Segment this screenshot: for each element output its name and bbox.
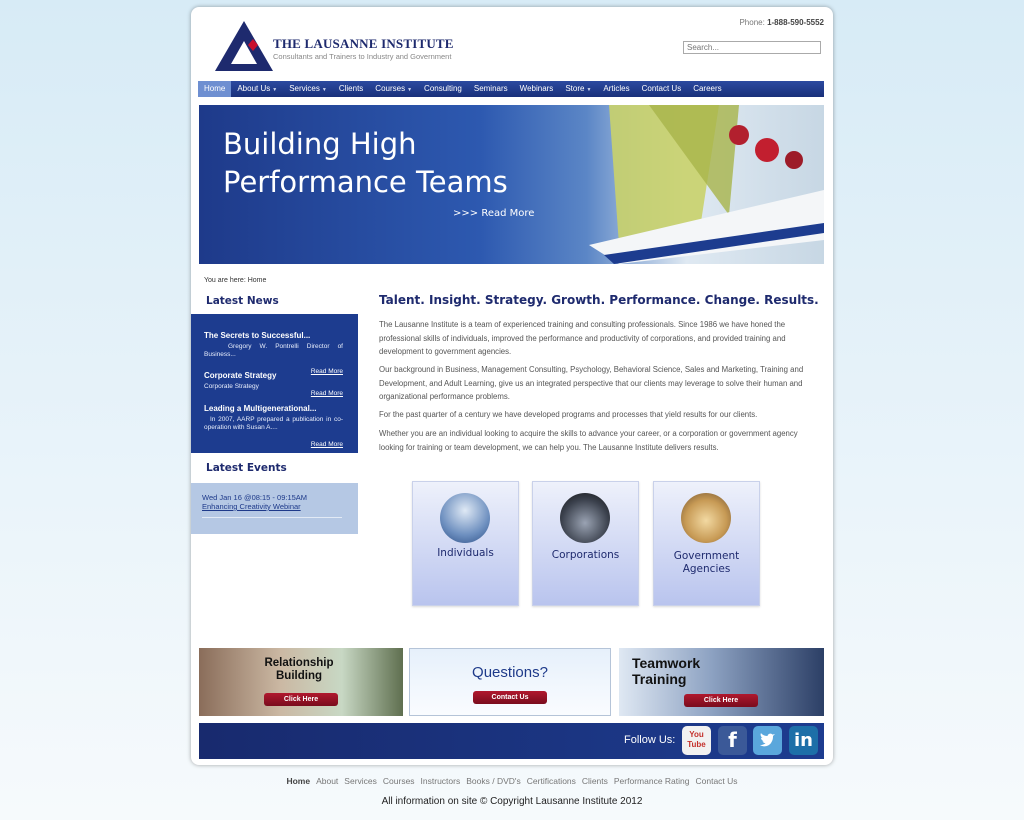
youtube-icon[interactable]: You Tube — [682, 726, 711, 755]
hero-headline: Building High Performance Teams — [223, 127, 508, 199]
latest-events-title: Latest Events — [206, 462, 287, 474]
main-nav — [198, 81, 824, 97]
follow-us-label: Follow Us: — [624, 734, 676, 746]
search-input[interactable] — [683, 41, 821, 54]
footer-link-services[interactable]: Services — [344, 776, 377, 786]
chevron-down-icon: ▼ — [321, 87, 327, 93]
closing-paragraph: Whether you are an individual looking to acquire the skills to advance your career, or a corporation or government agency looking for training or team development, we can help you. The Lausanne Institute delivers results. — [379, 429, 798, 452]
breadcrumb: You are here: Home — [204, 277, 267, 284]
chevron-down-icon: ▼ — [586, 87, 592, 93]
teamwork-training-banner[interactable] — [619, 648, 824, 716]
footer-link-contact-us[interactable]: Contact Us — [695, 776, 738, 786]
linkedin-icon[interactable]: in — [789, 726, 818, 755]
history-paragraph: For the past quarter of a century we have developed programs and processes that yield results for our clients. — [379, 410, 758, 419]
footer-link-clients[interactable]: Clients — [581, 776, 608, 786]
relationship-building-banner[interactable] — [199, 648, 403, 716]
main-heading: Talent. Insight. Strategy. Growth. Performance. Change. Results. — [379, 293, 819, 307]
nav-item-seminars[interactable]: Seminars — [473, 84, 508, 93]
card-label: Government Agencies — [673, 550, 740, 575]
sailboat-image — [589, 105, 824, 264]
divider — [202, 517, 342, 518]
nav-item-webinars[interactable]: Webinars — [519, 84, 554, 93]
lausanne-logo[interactable] — [213, 19, 275, 72]
news-excerpt: Gregory W. Pontrelli Director of Business... — [204, 343, 343, 358]
news-item — [204, 404, 343, 448]
click-here-button[interactable]: Click Here — [684, 694, 758, 707]
click-here-button[interactable]: Click Here — [264, 693, 338, 706]
intro-paragraph: The Lausanne Institute is a team of experienced training and consulting professionals. Since 1986 we have honed the professional skills of individuals, improved the performance and productivity of corporations, and provided training and development to government agencies. — [379, 320, 786, 356]
page-container — [191, 7, 833, 765]
capitol-building-image — [681, 493, 731, 543]
nav-item-contact-us[interactable]: Contact Us — [641, 84, 682, 93]
latest-news-title: Latest News — [206, 295, 279, 307]
nav-item-store[interactable]: Store ▼ — [565, 84, 592, 93]
card-corporations[interactable] — [532, 481, 639, 606]
latest-news-panel — [191, 314, 358, 453]
footer-link-performance-rating[interactable]: Performance Rating — [613, 776, 690, 786]
phone-number: Phone: 1-888-590-5552 — [739, 18, 824, 27]
news-title[interactable]: Corporate Strategy — [204, 371, 277, 380]
twitter-icon[interactable] — [753, 726, 782, 755]
read-more-link[interactable]: Read More — [310, 441, 343, 448]
promo-title: Questions? — [472, 664, 548, 681]
event-date: Wed Jan 16 @08:15 - 09:15AM — [202, 493, 308, 502]
read-more-link[interactable]: Read More — [310, 390, 343, 397]
nav-item-articles[interactable]: Articles — [603, 84, 630, 93]
copyright-text: All information on site © Copyright Lausanne Institute 2012 — [381, 796, 643, 807]
city-skyline-image — [560, 493, 610, 543]
contact-us-button[interactable]: Contact Us — [473, 691, 547, 704]
promo-title: Teamwork Training — [632, 655, 701, 687]
hero-banner[interactable] — [199, 105, 824, 264]
nav-item-clients[interactable]: Clients — [338, 84, 364, 93]
card-government-agencies[interactable] — [653, 481, 760, 606]
chevron-down-icon: ▼ — [407, 87, 413, 93]
nav-item-careers[interactable]: Careers — [693, 84, 722, 93]
footer-link-books-dvd-s[interactable]: Books / DVD's — [466, 776, 521, 786]
news-item — [204, 371, 343, 397]
nav-item-consulting[interactable]: Consulting — [424, 84, 462, 93]
footer-link-certifications[interactable]: Certifications — [526, 776, 576, 786]
mountain-climber-image — [440, 493, 490, 543]
footer-link-courses[interactable]: Courses — [382, 776, 415, 786]
news-excerpt: In 2007, AARP prepared a publication in co-operation with Susan A.... — [204, 416, 343, 431]
brand-name: THE LAUSANNE INSTITUTE — [273, 36, 454, 51]
latest-events-panel — [191, 483, 358, 534]
questions-banner[interactable] — [409, 648, 611, 716]
card-label: Corporations — [551, 549, 620, 561]
social-bar — [199, 723, 824, 759]
news-title[interactable]: The Secrets to Successful... — [204, 331, 311, 340]
event-link[interactable]: Enhancing Creativity Webinar — [202, 502, 301, 511]
card-individuals[interactable] — [412, 481, 519, 606]
chevron-down-icon: ▼ — [272, 87, 278, 93]
nav-item-home[interactable]: Home — [198, 81, 231, 97]
news-excerpt: Corporate Strategy — [204, 383, 259, 390]
hero-read-more-link[interactable]: >>> Read More — [453, 208, 535, 219]
nav-item-about-us[interactable]: About Us ▼ — [237, 84, 278, 93]
nav-item-services[interactable]: Services ▼ — [289, 84, 327, 93]
footer-link-home[interactable]: Home — [286, 776, 311, 786]
facebook-icon[interactable]: f — [718, 726, 747, 755]
promo-title: Relationship Building — [264, 657, 334, 682]
background-paragraph: Our background in Business, Management Consulting, Psychology, Behavioral Science, Sales and Marketing, Training and Development, and Adult Learning, give us an integrated perspective that our clients may leverage to solve their human and organizational performance problems. — [379, 365, 804, 401]
nav-item-courses[interactable]: Courses ▼ — [375, 84, 413, 93]
news-item — [204, 331, 343, 375]
footer-links — [0, 776, 1024, 786]
news-title[interactable]: Leading a Multigenerational... — [204, 404, 317, 413]
footer-link-instructors[interactable]: Instructors — [420, 776, 461, 786]
card-label: Individuals — [437, 547, 494, 559]
read-more-link[interactable]: Read More — [310, 368, 343, 375]
brand-tagline: Consultants and Trainers to Industry and Government — [273, 52, 452, 61]
footer-link-about[interactable]: About — [316, 776, 339, 786]
